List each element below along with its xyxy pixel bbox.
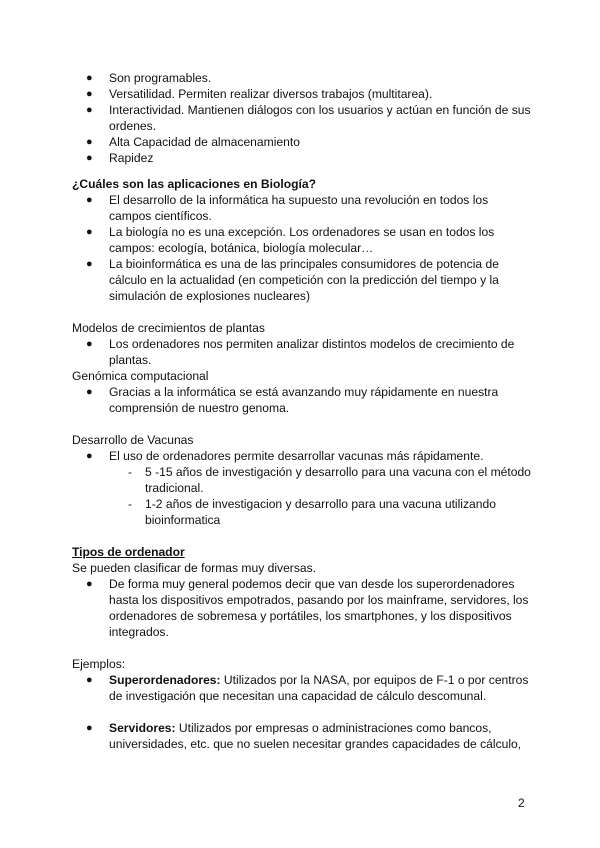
list-item — [72, 224, 532, 256]
list-item-text: Gracias a la informática se está avanzando muy rápidamente en nuestra comprensión de nuestro genoma. — [109, 385, 499, 415]
bullet-icon: ● — [86, 386, 93, 398]
list-item-text: Versatilidad. Permiten realizar diversos trabajos (multitarea). — [109, 87, 433, 101]
spacer — [72, 304, 532, 320]
subsection-title-plantas: Modelos de crecimientos de plantas — [72, 321, 265, 335]
bullet-icon: ● — [86, 226, 93, 238]
ejemplos-list — [72, 672, 532, 752]
list-item — [72, 70, 532, 86]
list-item-text: Alta Capacidad de almacenamiento — [109, 135, 300, 149]
servidores-text: Utilizados por empresas o administraciones como bancos, universidades, etc. que no suelen necesitar grandes capacidades de cálculo, — [109, 721, 522, 751]
dash-icon: - — [128, 497, 133, 511]
section-heading-biologia: ¿Cuáles son las aplicaciones en Biología? — [72, 177, 316, 191]
bullet-icon: ● — [86, 136, 93, 148]
list-item — [72, 672, 532, 704]
list-item — [72, 720, 532, 752]
list-item-text: Son programables. — [109, 71, 212, 85]
section-heading-tipos: Tipos de ordenador — [72, 545, 185, 559]
list-item-text: Rapidez — [109, 151, 154, 165]
bullet-icon: ● — [86, 194, 93, 206]
bullet-icon: ● — [86, 88, 93, 100]
ejemplos-title: Ejemplos: — [72, 657, 126, 671]
superordenadores-label: Superordenadores: — [109, 673, 221, 687]
list-item-text: De forma muy general podemos decir que van desde los superordenadores hasta los dispositivos empotrados, pasando por los mainframe, servidores, los ordenadores de sobremesa y portátiles, los smartphones, y los dispositivos integrados. — [109, 577, 529, 639]
list-item — [72, 134, 532, 150]
bullet-icon: ● — [86, 338, 93, 350]
list-item-text: El desarrollo de la informática ha supuesto una revolución en todos los campos científicos. — [109, 193, 489, 223]
list-item — [72, 102, 532, 134]
sublist-item — [72, 464, 532, 496]
features-list — [72, 70, 532, 166]
list-item — [72, 336, 532, 368]
subsection-title-vacunas: Desarrollo de Vacunas — [72, 433, 194, 447]
list-item — [72, 192, 532, 224]
sublist-item-text: 5 -15 años de investigación y desarrollo para una vacuna con el método tradicional. — [145, 465, 531, 495]
servidores-label: Servidores: — [109, 721, 176, 735]
dash-icon: - — [128, 465, 133, 479]
list-item — [72, 256, 532, 304]
bullet-icon: ● — [86, 722, 93, 734]
list-item — [72, 150, 532, 166]
plantas-list — [72, 336, 532, 368]
biologia-list — [72, 192, 532, 304]
spacer — [72, 528, 532, 544]
list-item-text: Los ordenadores nos permiten analizar distintos modelos de crecimiento de plantas. — [109, 337, 515, 367]
bullet-icon: ● — [86, 152, 93, 164]
list-item — [72, 86, 532, 102]
vacunas-sublist — [72, 464, 532, 528]
list-item-text: El uso de ordenadores permite desarrollar vacunas más rápidamente. — [109, 449, 484, 463]
page-number: 2 — [518, 796, 525, 810]
sublist-item — [72, 496, 532, 528]
list-item-text: Interactividad. Mantienen diálogos con los usuarios y actúan en función de sus ordenes. — [109, 103, 531, 133]
bullet-icon: ● — [86, 450, 93, 462]
tipos-intro: Se pueden clasificar de formas muy diversas. — [72, 561, 317, 575]
subsection-title-genomica: Genómica computacional — [72, 369, 209, 383]
list-item — [72, 576, 532, 640]
genomica-list — [72, 384, 532, 416]
list-item-text: La biología no es una excepción. Los ordenadores se usan en todos los campos: ecología, botánica, biología molecular… — [109, 225, 495, 255]
bullet-icon: ● — [86, 72, 93, 84]
bullet-icon: ● — [86, 674, 93, 686]
list-item — [72, 384, 532, 416]
bullet-icon: ● — [86, 578, 93, 590]
tipos-list — [72, 576, 532, 640]
sublist-item-text: 1-2 años de investigacion y desarrollo para una vacuna utilizando bioinformatica — [145, 497, 496, 527]
list-item — [72, 448, 532, 464]
bullet-icon: ● — [86, 258, 93, 270]
list-item-text: La bioinformática es una de las principales consumidores de potencia de cálculo en la actualidad (en competición con la predicción del tiempo y la simulación de explosiones nucleares) — [109, 257, 499, 303]
vacunas-list — [72, 448, 532, 464]
spacer — [72, 640, 532, 656]
bullet-icon: ● — [86, 104, 93, 116]
document-body — [72, 70, 532, 752]
superordenadores-text: Utilizados por la NASA, por equipos de F-1 o por centros de investigación que necesitan una capacidad de cálculo descomunal. — [109, 673, 529, 703]
spacer — [72, 416, 532, 432]
